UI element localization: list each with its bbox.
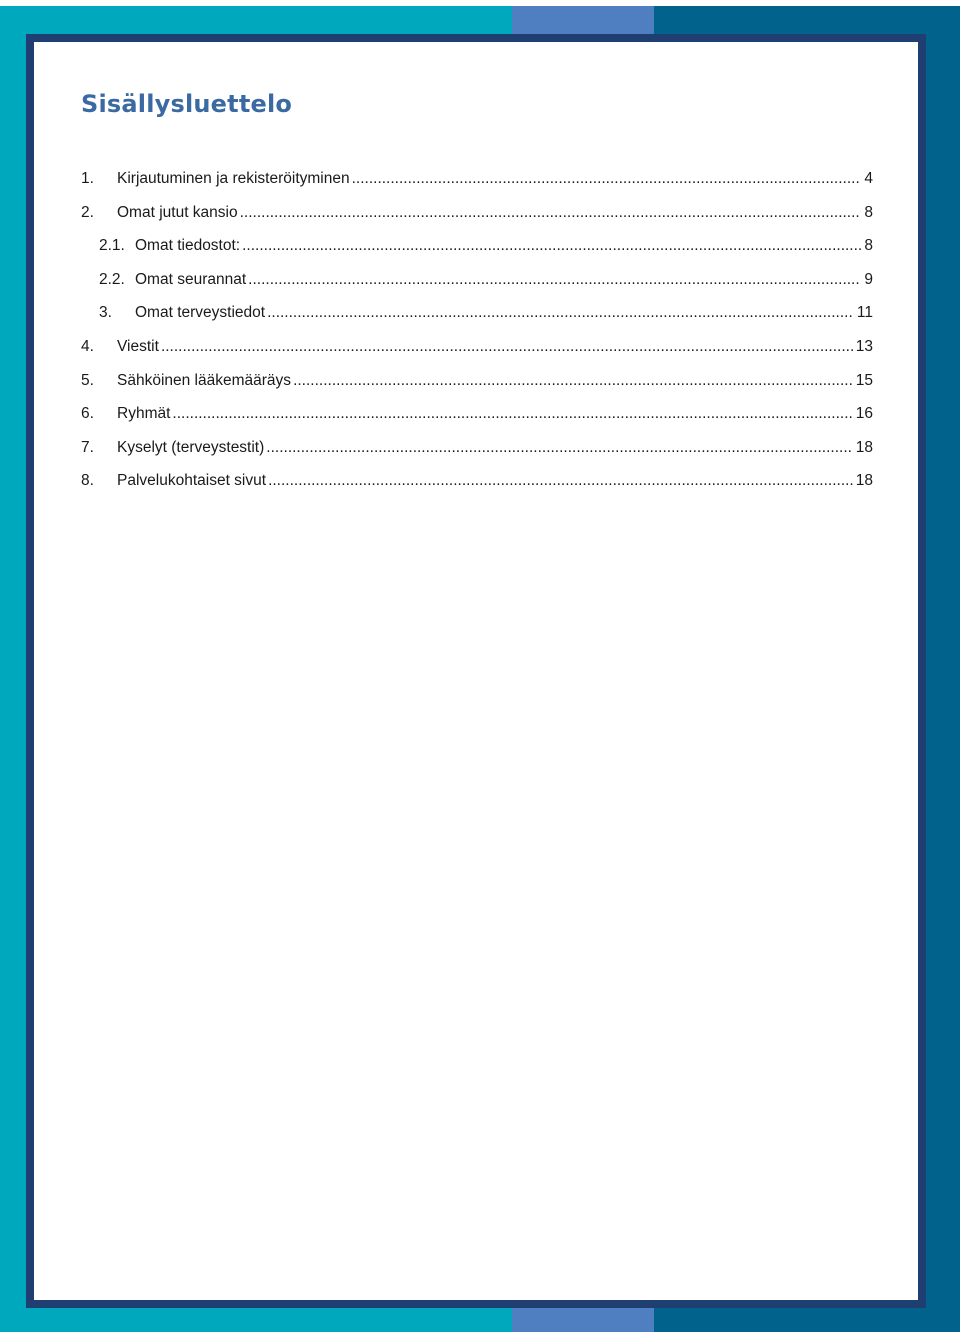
toc-entry-number: 4. — [81, 337, 94, 355]
toc-entry[interactable] — [81, 304, 873, 338]
toc-entry-number: 2. — [81, 203, 94, 221]
toc-dot-leader — [172, 405, 852, 423]
toc-entry-number: 5. — [81, 371, 94, 389]
frame-band-left — [0, 6, 26, 1332]
toc-entry[interactable] — [81, 170, 873, 204]
frame-band-bottom-middle — [512, 1308, 654, 1332]
frame-band-top-left — [0, 6, 512, 34]
toc-dot-leader — [267, 304, 854, 322]
toc-entry[interactable] — [81, 204, 873, 238]
toc-entry-label: Omat terveystiedot — [135, 304, 266, 322]
toc-list — [81, 170, 873, 506]
toc-entry-label: Sähköinen lääkemääräys — [117, 371, 292, 389]
toc-entry-label: Viestit — [117, 337, 159, 355]
toc-entry-page: 15 — [855, 371, 873, 389]
toc-entry-page: 11 — [856, 304, 873, 322]
toc-dot-leader — [266, 439, 852, 457]
frame-band-bottom-left — [0, 1308, 512, 1332]
toc-entry-page: 18 — [855, 438, 873, 456]
toc-entry-page: 4 — [864, 170, 873, 187]
toc-entry[interactable] — [81, 439, 873, 473]
toc-entry-number: 2.2. — [99, 270, 125, 288]
toc-entry[interactable] — [81, 372, 873, 406]
toc-entry-page: 13 — [855, 337, 873, 355]
toc-entry[interactable] — [81, 472, 873, 506]
frame-band-right — [926, 6, 960, 1332]
toc-entry-page: 18 — [855, 472, 873, 490]
toc-entry-label: Omat tiedostot: — [135, 237, 241, 255]
toc-entry[interactable] — [81, 271, 873, 305]
toc-entry-page: 8 — [864, 203, 873, 221]
toc-dot-leader — [268, 472, 853, 490]
toc-entry-number: 3. — [99, 304, 112, 322]
toc-entry-label: Ryhmät — [117, 405, 171, 423]
toc-entry-number: 1. — [81, 170, 94, 187]
toc-entry-label: Omat jutut kansio — [117, 203, 238, 221]
frame-band-top-right — [654, 6, 960, 34]
toc-entry-number: 7. — [81, 438, 94, 456]
toc-title: Sisällysluettelo — [81, 90, 293, 118]
toc-entry-page: 9 — [864, 270, 873, 288]
toc-entry-label: Palvelukohtaiset sivut — [117, 472, 267, 490]
frame-band-bottom-right — [654, 1308, 960, 1332]
page-content — [34, 42, 918, 1300]
toc-entry-page: 16 — [855, 405, 873, 423]
toc-dot-leader — [248, 271, 861, 289]
toc-dot-leader — [352, 170, 862, 188]
toc-entry[interactable] — [81, 237, 873, 271]
frame-band-top-middle — [512, 6, 654, 34]
toc-entry[interactable] — [81, 338, 873, 372]
toc-entry-number: 8. — [81, 472, 94, 490]
toc-dot-leader — [293, 372, 853, 390]
toc-entry-label: Omat seurannat — [135, 270, 247, 288]
toc-entry-label: Kyselyt (terveystestit) — [117, 438, 265, 456]
toc-entry-label: Kirjautuminen ja rekisteröityminen — [117, 170, 350, 187]
toc-entry-number: 2.1. — [99, 237, 125, 255]
toc-dot-leader — [161, 338, 853, 356]
toc-dot-leader — [242, 237, 861, 255]
toc-entry[interactable] — [81, 405, 873, 439]
toc-dot-leader — [240, 204, 862, 222]
toc-entry-number: 6. — [81, 405, 94, 423]
toc-entry-page: 8 — [864, 237, 873, 255]
